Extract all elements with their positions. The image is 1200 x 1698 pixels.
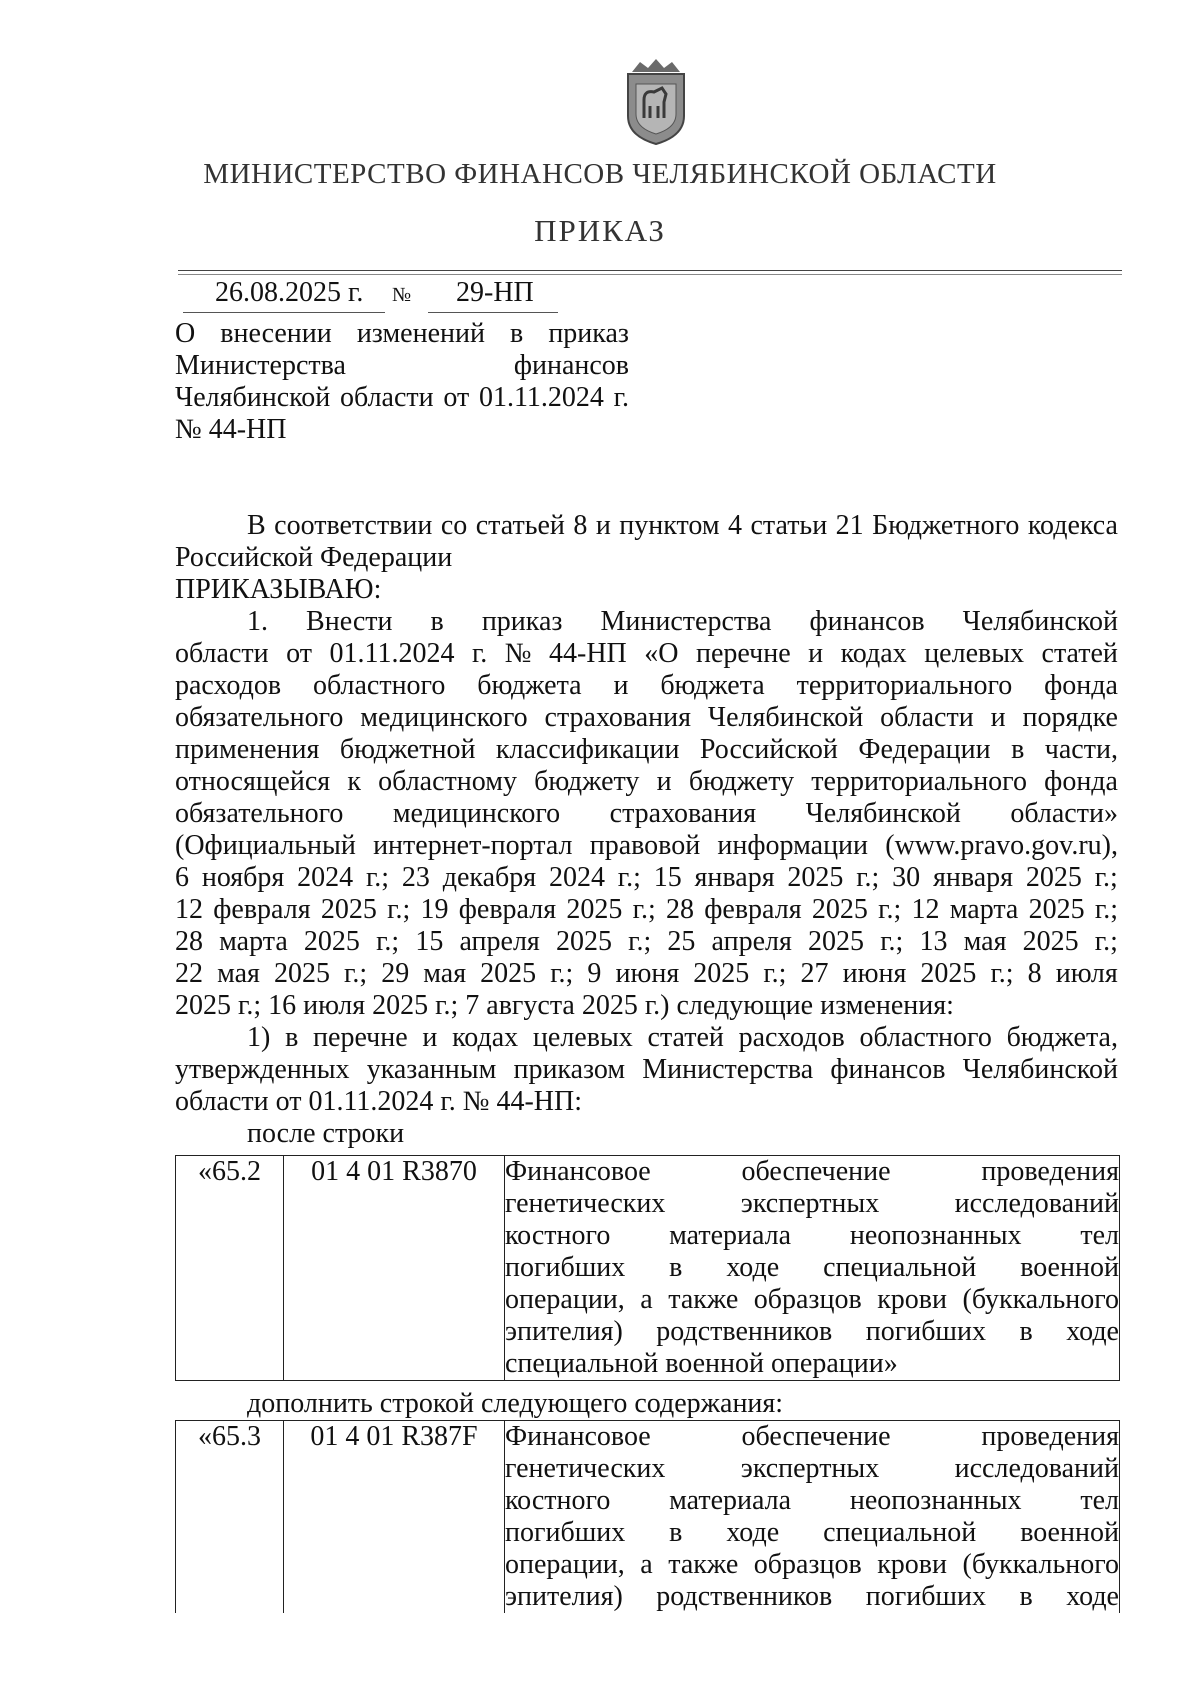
subject-line: Министерства финансов [175,350,629,381]
coat-of-arms-icon [620,56,692,146]
item-text: (Официальный интернет-портал правовой информации (www.pravo.gov.ru), [175,830,1118,861]
subitem-text: утвержденных указанным приказом Министерства финансов Челябинской [175,1054,1118,1085]
table-row [176,1156,1120,1381]
item-text: 28 марта 2025 г.; 15 апреля 2025 г.; 25 апреля 2025 г.; 13 мая 2025 г.; [175,926,1118,957]
subject-line: Челябинской области от 01.11.2024 г. [175,382,629,413]
description-line: погибших в ходе специальной военной [505,1252,1119,1283]
description-line: Финансовое обеспечение проведения [505,1156,1119,1187]
description-line: генетических экспертных исследований [505,1453,1119,1484]
row-code: 01 4 01 R387F [284,1421,505,1614]
order-subject [175,318,629,446]
order-number: 29-НП [456,277,534,308]
item-text: обязательного медицинского страхования Челябинской области» [175,798,1118,829]
table-row [176,1421,1120,1614]
add-row-label: дополнить строкой следующего содержания: [247,1388,784,1419]
description-line: эпителия) родственников погибших в ходе [505,1581,1119,1612]
description-line: генетических экспертных исследований [505,1188,1119,1219]
description-line: эпителия) родственников погибших в ходе [505,1316,1119,1347]
description-line: Финансовое обеспечение проведения [505,1421,1119,1452]
existing-row-table [175,1155,1120,1381]
after-row-label: после строки [247,1118,405,1149]
description-line: операции, а также образцов крови (буккального [505,1549,1119,1580]
row-description [505,1156,1120,1381]
subitem-text: 1) в перечне и кодах целевых статей расходов областного бюджета, [247,1022,1118,1053]
item-text: 22 мая 2025 г.; 29 мая 2025 г.; 9 июня 2025 г.; 27 июня 2025 г.; 8 июля [175,958,1118,989]
row-description [505,1421,1120,1614]
item-text: 1. Внести в приказ Министерства финансов Челябинской [247,606,1118,637]
description-line: погибших в ходе специальной военной [505,1517,1119,1548]
subitem-text: области от 01.11.2024 г. № 44-НП: [175,1086,583,1117]
add-row-section [175,1388,1118,1420]
order-word: ПРИКАЗЫВАЮ: [175,574,382,605]
order-date: 26.08.2025 г. [215,277,364,308]
item-text: обязательного медицинского страхования Челябинской области и порядке [175,702,1118,733]
document-type: ПРИКАЗ [534,213,666,248]
description-line: костного материала неопознанных тел [505,1220,1119,1251]
date-underline [183,312,385,313]
description-line: операции, а также образцов крови (буккального [505,1284,1119,1315]
item-text: расходов областного бюджета и бюджета территориального фонда [175,670,1118,701]
header-divider [178,270,1122,275]
document-body [175,510,1118,1150]
description-line: специальной военной операции» [505,1348,898,1379]
row-number: «65.3 [176,1421,284,1614]
basis-text: В соответствии со статьей 8 и пунктом 4 статьи 21 Бюджетного кодекса [247,510,1118,541]
subject-line: № 44-НП [175,414,287,445]
item-text: относящейся к областному бюджету и бюджету территориального фонда [175,766,1118,797]
item-text: 6 ноября 2024 г.; 23 декабря 2024 г.; 15 января 2025 г.; 30 января 2025 г.; [175,862,1118,893]
new-row-table [175,1420,1120,1613]
basis-text: Российской Федерации [175,542,453,573]
ministry-name: МИНИСТЕРСТВО ФИНАНСОВ ЧЕЛЯБИНСКОЙ ОБЛАСТИ [203,158,997,190]
description-line: костного материала неопознанных тел [505,1485,1119,1516]
item-text: 2025 г.; 16 июля 2025 г.; 7 августа 2025 г.) следующие изменения: [175,990,954,1021]
row-number: «65.2 [176,1156,284,1381]
subject-line: О внесении изменений в приказ [175,318,629,349]
row-code: 01 4 01 R3870 [284,1156,505,1381]
item-text: 12 февраля 2025 г.; 19 февраля 2025 г.; 28 февраля 2025 г.; 12 марта 2025 г.; [175,894,1118,925]
item-text: области от 01.11.2024 г. № 44-НП «О перечне и кодах целевых статей [175,638,1118,669]
number-sign: № [392,284,412,306]
item-text: применения бюджетной классификации Российской Федерации в части, [175,734,1118,765]
number-underline [428,312,558,313]
